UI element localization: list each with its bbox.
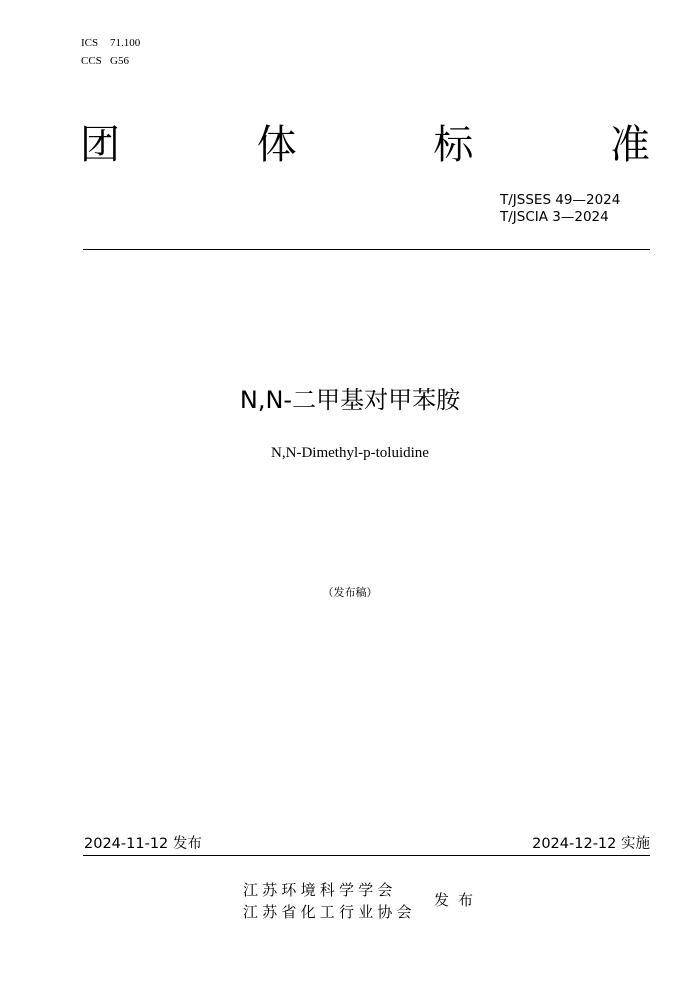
title-char: 标 — [433, 122, 474, 168]
title-char: 准 — [609, 122, 650, 168]
title-char: 体 — [256, 122, 297, 168]
top-divider — [83, 249, 650, 250]
standard-numbers — [500, 192, 620, 226]
publisher-name: 江苏省化工行业协会 — [243, 903, 416, 921]
ccs-label: CCS — [81, 55, 102, 67]
ccs-code — [81, 52, 140, 70]
publisher-list — [243, 879, 416, 923]
ics-value: 71.100 — [110, 37, 141, 49]
ics-code — [81, 34, 140, 52]
standard-type-title — [80, 120, 650, 170]
standard-number: T/JSSES 49—2024 — [500, 192, 621, 208]
standard-number: T/JSCIA 3—2024 — [500, 209, 609, 225]
release-date: 2024-11-12 发布 — [84, 836, 202, 852]
title-char: 团 — [80, 122, 120, 168]
document-english-title: N,N-Dimethyl-p-toluidine — [271, 445, 429, 461]
draft-status: （发布稿） — [322, 586, 378, 599]
document-title: N,N-二甲基对甲苯胺 — [239, 386, 461, 414]
ics-label: ICS — [81, 37, 99, 49]
publish-label: 发布 — [434, 891, 483, 909]
publisher-name: 江苏环境科学学会 — [243, 881, 397, 899]
ccs-value: G56 — [110, 55, 129, 67]
bottom-divider — [83, 855, 650, 856]
classification-codes — [81, 34, 140, 70]
implementation-date: 2024-12-12 实施 — [532, 836, 650, 852]
